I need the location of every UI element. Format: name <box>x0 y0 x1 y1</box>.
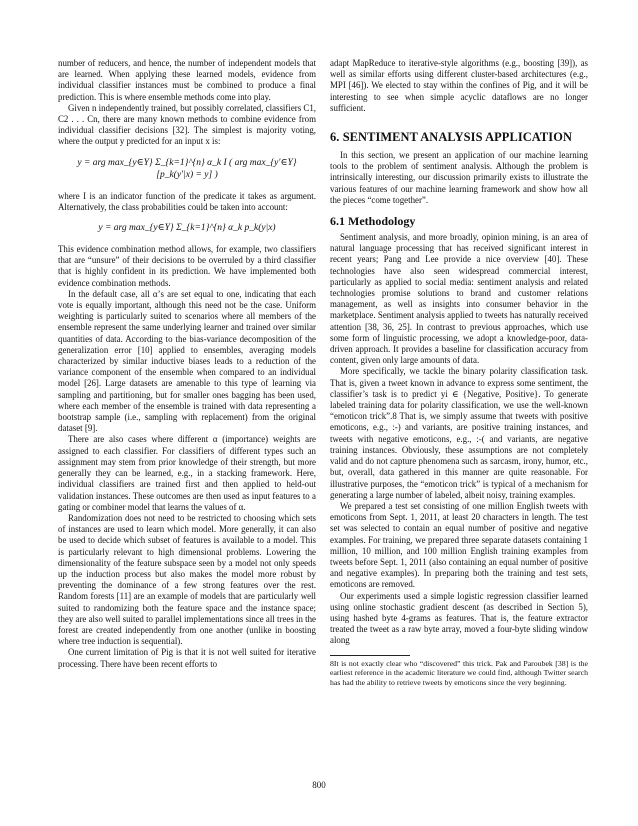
paragraph: There are also cases where different α (importance) weights are assigned to each classifier. For classifiers of different types such an assignment may stem from prior knowledge of their strength, but more generally they can be learned, e.g., in a stacking framework. Here, individual classifiers are trained first and then applied to held-out validation instances. These outcomes are then used as input features to a gating or combiner model that learns the values of α. <box>58 434 316 512</box>
equation-majority-voting: y = arg max_{y∈Y} Σ_{k=1}^{n} α_k I ( arg max_{y′∈Y} [p_k(y′|x) = y] ) <box>77 157 297 180</box>
paragraph: This evidence combination method allows, for example, two classifiers that are “unsure” of their decisions to be overruled by a third classifier that is highly confident in its prediction. We have implemented both evidence combination methods. <box>58 244 316 288</box>
paragraph: One current limitation of Pig is that it is not well suited for iterative processing. There have been recent efforts to <box>58 647 316 669</box>
paragraph: In this section, we present an application of our machine learning tools to the problem of sentiment analysis. Although the problem is intrinsically interesting, our discussion primarily exists to illustrate the various features of our machine learning framework and show how all the pieces “come together”. <box>330 150 588 205</box>
right-column <box>330 58 588 687</box>
paragraph: where I is an indicator function of the predicate it takes as argument. Alternatively, the class probabilities could be taken into account: <box>58 190 316 212</box>
paragraph: More specifically, we tackle the binary polarity classification task. That is, given a tweet known in advance to express some sentiment, the classifier’s task is to predict yi ∈ {Negative, Positive}. To generate labeled training data for polarity classification, we use the well-known “emoticon trick”.8 That is, we simply assume that tweets with positive emoticons, e.g., :-) and variants, are positive training instances, and tweets with negative emoticons, e.g., :-( and variants, are negative training instances. Obviously, these assumptions are not completely valid and do not capture phenomena such as sarcasm, irony, humor, etc., but, overall, data gathered in this manner are quite reasonable. For illustrative purposes, the “emoticon trick” is typical of a mechanism for generating a large number of labeled, albeit noisy, training examples. <box>330 366 588 500</box>
section-heading: 6. SENTIMENT ANALYSIS APPLICATION <box>330 130 572 145</box>
paragraph: Our experiments used a simple logistic regression classifier learned using online stochastic gradient descent (as described in Section 5), using hashed byte 4-grams as features. That is, the feature extractor treated the tweet as a raw byte array, moved a four-byte sliding window along <box>330 590 588 646</box>
footnote-divider <box>330 655 410 656</box>
footnote: 8It is not exactly clear who “discovered” this trick. Pak and Paroubek [38] is the earliest reference in the academic literature we could find, although Twitter search has had the ability to retrieve tweets by emoticons since the very beginning. <box>330 658 588 687</box>
page-number: 800 <box>312 780 326 790</box>
paragraph: We prepared a test set consisting of one million English tweets with emoticons from Sept. 1, 2011, at least 20 characters in length. The test set was selected to contain an equal number of positive and negative examples. For training, we prepared three separate datasets containing 1 million, 10 million, and 100 million English training examples from tweets before Sept. 1, 2011 (also containing an equal number of positive and negative examples). In preparing both the training and test sets, emoticons are removed. <box>330 500 588 590</box>
paragraph: Sentiment analysis, and more broadly, opinion mining, is an area of natural language processing that has received significant interest in recent years; Pang and Lee provide a nice overview [40]. These technologies have also seen widespread commercial interest, particularly as applied to social media: sentiment analysis and related technologies promise solutions to brand and customer relations management, as well as insights into consumer behavior in the marketplace. Sentiment analysis applied to tweets has naturally received attention [38, 36, 25]. In contrast to previous approaches, which use some form of linguistic processing, we adopt a knowledge-poor, data-driven approach. It provides a baseline for classification accuracy from content, given only large amounts of data. <box>330 232 588 366</box>
paragraph: Randomization does not need to be restricted to choosing which sets of instances are used to learn which model. More generally, it can also be used to decide which subset of features is available to a model. This is particularly relevant to high dimensional problems. Lowering the dimensionality of the feature subspace seen by a model not only speeds up the induction process but also makes the model more robust by preventing the dominance of a few strong features over the rest. Random forests [11] are an example of models that are particularly well suited to randomizing both the feature space and the instance space; they are also well suited to parallel implementations since all trees in the forest are created independently from one another (unlike in boosting where tree induction is sequential). <box>58 512 316 647</box>
left-column <box>58 58 316 670</box>
paragraph: adapt MapReduce to iterative-style algorithms (e.g., boosting [39]), as well as similar efforts using different cluster-based architectures (e.g., MPI [46]). We elected to stay within the confines of Pig, and it will be interesting to see when simple acyclic dataflows are no longer sufficient. <box>330 58 588 113</box>
equation-probability-combination: y = arg max_{y∈Y} Σ_{k=1}^{n} α_k p_k(y|x) <box>98 223 276 234</box>
paragraph: In the default case, all α’s are set equal to one, indicating that each vote is equally important, although this need not be the case. Uniform weighting is particularly suited to scenarios where all members of the ensemble represent the same underlying learner and trained over similar quantities of data. According to the bias-variance decomposition of the generalization error [10] applied to ensembles, averaging models characterized by similar inductive biases leads to a reduction of the variance component of the ensemble when compared to an individual model [26]. Large datasets are amenable to this type of learning via sampling and partitioning, but for smaller ones bagging has been used, where each member of the ensemble is trained with data representing a bootstrap sample (i.e., sampling with replacement) from the original dataset [9]. <box>58 288 316 434</box>
paragraph: number of reducers, and hence, the number of independent models that are learned. When applying these learned models, evidence from individual classifier instances must be combined to produce a final prediction. This is where ensemble methods come into play. <box>58 58 316 102</box>
subsection-heading: 6.1 Methodology <box>330 214 416 229</box>
paragraph: Given n independently trained, but possibly correlated, classifiers C1, C2 . . . Cn, there are many known methods to combine evidence from individual classifier decisions [32]. The simplest is majority voting, where the output y predicted for an input x is: <box>58 102 316 147</box>
